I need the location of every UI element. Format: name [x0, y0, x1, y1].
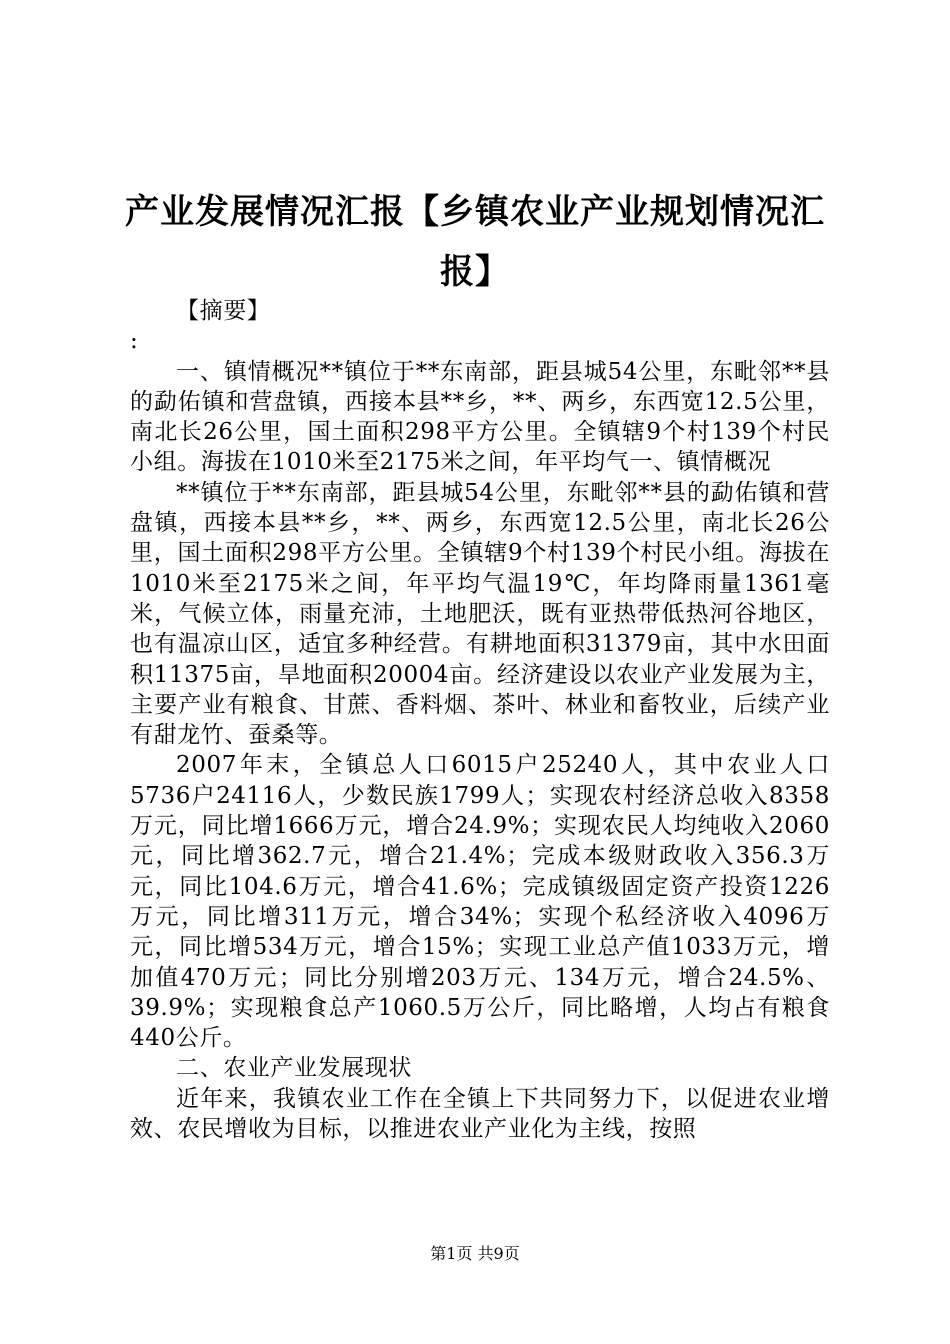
paragraph-1: 一、镇情概况**镇位于**东南部，距县城54公里，东毗邻**县的勐佑镇和营盘镇，西接本县**乡，**、两乡，东西宽12.5公里，南北长26公里，国土面积298平方公里。全镇辖9个村139个村民小组。海拔在1010米至2175米之间，年平均气一、镇情概况: [130, 358, 830, 476]
paragraph-3: 2007年末，全镇总人口6015户25240人，其中农业人口5736户24116人，少数民族1799人；实现农村经济总收入8358万元，同比增1666万元，增合24.9%；实现农民人均纯收入2060元，同比增362.7元，增合21.4%；完成本级财政收入356.3万元，同比104.6万元，增合41.6%；完成镇级固定资产投资1226万元，同比增311万元，增合34%；实现个私经济收入4096万元，同比增534万元，增合15%；实现工业总产值1033万元，增加值470万元；同比分别增203万元、134万元，增合24.5%、39.9%；实现粮食总产1060.5万公斤，同比略增，人均占有粮食440公斤。: [130, 752, 830, 1052]
paragraph-4: 近年来，我镇农业工作在全镇上下共同努力下，以促进农业增效、农民增收为目标，以推进农业产业化为主线，按照: [130, 1085, 830, 1143]
paragraph-2: **镇位于**东南部，距县城54公里，东毗邻**县的勐佑镇和营盘镇，西接本县**乡，**、两乡，东西宽12.5公里，南北长26公里，国土面积298平方公里。全镇辖9个村139个村民小组。海拔在1010米至2175米之间，年平均气温19℃，年均降雨量1361毫米，气候立体，雨量充沛，土地肥沃，既有亚热带低热河谷地区，也有温凉山区，适宜多种经营。有耕地面积31379亩，其中水田面积11375亩，旱地面积20004亩。经济建设以农业产业发展为主，主要产业有粮食、甘蔗、香料烟、茶叶、林业和畜牧业，后续产业有甜龙竹、蚕桑等。: [130, 479, 830, 749]
section-heading-2: 二、农业产业发展现状: [176, 1055, 412, 1082]
document-body: [130, 296, 830, 1144]
page-footer: 第1页 共9页: [430, 1244, 520, 1263]
abstract-colon: :: [130, 328, 139, 355]
abstract-label: 【摘要】: [176, 298, 271, 324]
document-title: 产业发展情况汇报【乡镇农业产业规划情况汇报】: [125, 192, 825, 292]
